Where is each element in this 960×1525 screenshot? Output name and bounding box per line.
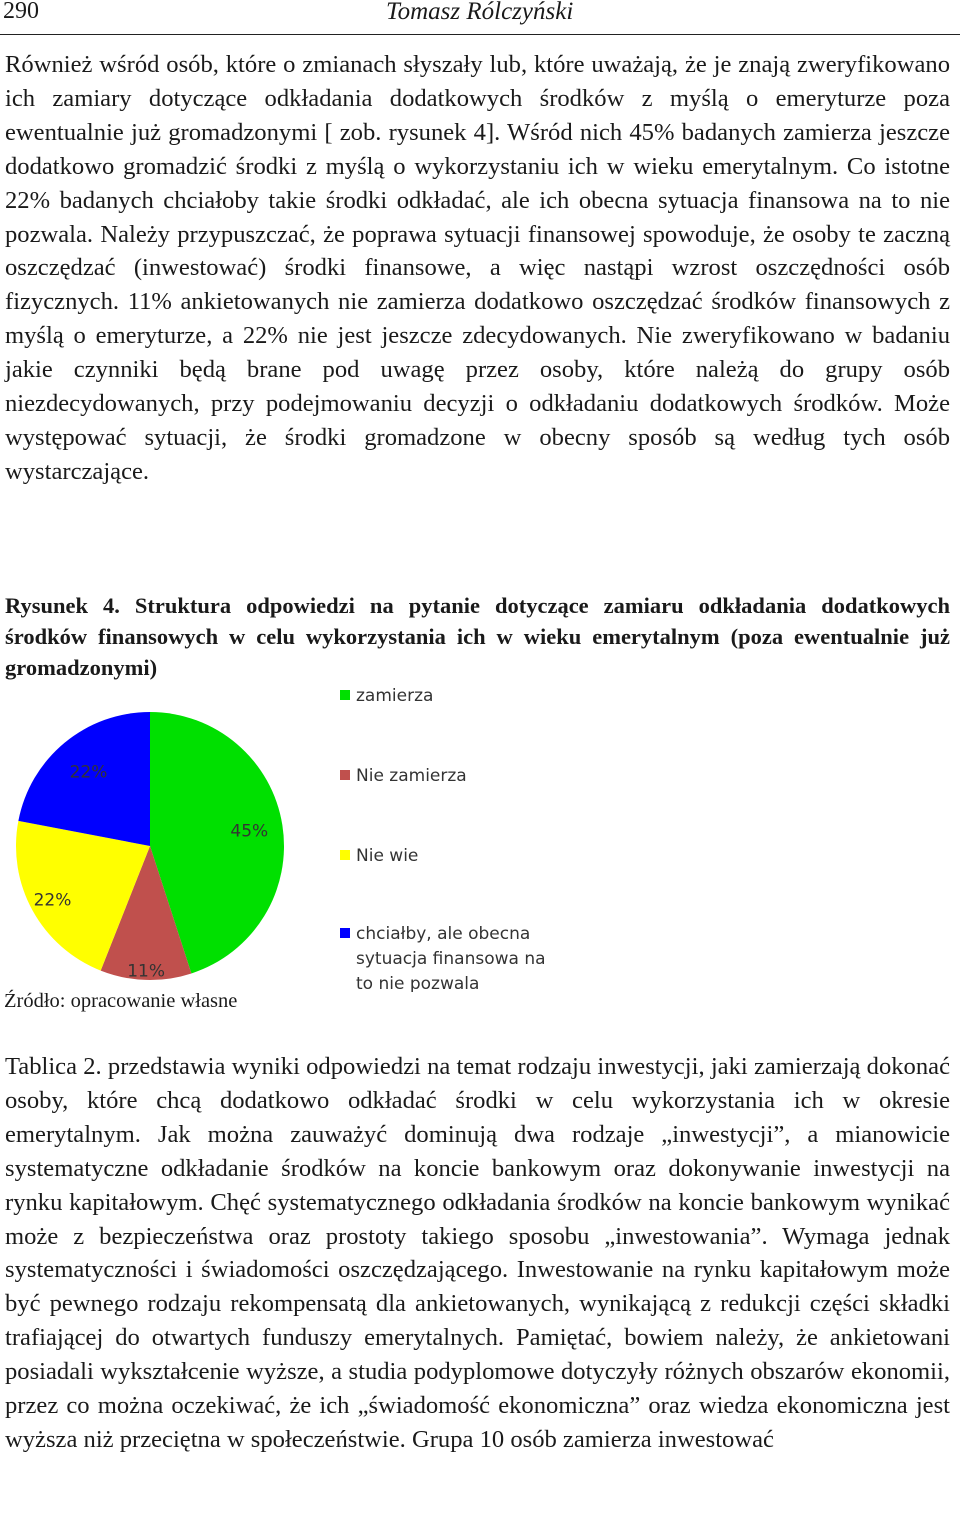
page-number: 290 — [3, 0, 39, 24]
pie-data-label-nie-zamierza: 11% — [127, 961, 165, 982]
figure-source: Źródło: opracowanie własne — [4, 990, 238, 1012]
body-paragraph-2: Tablica 2. przedstawia wyniki odpowiedzi na temat rodzaju inwestycji, jaki zamierzają dokonać osoby, które chcą dodatkowo odkładać środki w celu wykorzystania ich w okresie emerytalnym. Jak można zauważyć dominują dwa rodzaje „inwestycji”, a mianowicie systematyczne odkładanie środków na koncie bankowym oraz dokonywanie inwestycji na rynku kapitałowym. Chęć systematycznego odkładania środków na koncie bankowym wynikać może z bezpieczeństwa oraz prostoty takiego sposobu „inwestowania”. Wymaga jednak systematyczności i świadomości oszczędzającego. Inwestowanie na rynku kapitałowym może być pewnego rodzaju rekompensatą dla ankietowanych, wynikającą z redukcji części składki trafiającej do otwartych funduszy emerytalnych. Pamiętać, bowiem należy, że ankietowani posiadali wykształcenie wyższe, a studia podyplomowe dotyczyły różnych obszarów ekonomii, przez co można oczekiwać, że ich „świadomość ekonomiczna” oraz wiedza ekonomiczna jest wyższa niż przeciętna w społeczeństwie. Grupa 10 osób zamierza inwestować — [5, 1053, 950, 1453]
pie-data-label-nie-wie: 22% — [33, 890, 72, 911]
pie-legend — [340, 686, 546, 992]
legend-label-chcialby: to nie pozwala — [356, 974, 480, 992]
legend-swatch-zamierza — [340, 690, 350, 700]
running-head-author: Tomasz Rólczyński — [386, 0, 574, 25]
figure-caption — [5, 590, 950, 683]
body-paragraph-1: Również wśród osób, które o zmianach słyszały lub, które uważają, że je znają zweryfikowano ich zamiary dotyczące odkładania dodatkowych środków z myślą o emeryturze poza ewentualnie już gromadzonymi [ zob. rysunek 4]. Wśród nich 45% badanych zamierza jeszcze dodatkowo gromadzić środki z myślą o wykorzystaniu ich w wieku emerytalnym. Co istotne 22% badanych chciałoby takie środki odkładać, ale ich obecna sytuacja finansowa na to nie pozwala. Należy przypuszczać, że poprawa sytuacji finansowej spowoduje, że osoby te zaczną oszczędzać (inwestować) środki finansowe, a więc nastąpi wzrost oszczędności osób fizycznych. 11% ankietowanych nie zamierza dodatkowo oszczędzać środków finansowych z myślą o emeryturze, a 22% nie jest jeszcze zdecydowanych. Nie zweryfikowano w badaniu jakie czynniki będą brane pod uwagę przez osoby, które należą do grupy osób niezdecydowanych, przy podejmowaniu decyzji o odkładaniu dodatkowych środków. Może występować sytuacji, że środki gromadzone w obecny sposób są według tych osób wystarczające. — [5, 51, 950, 485]
legend-swatch-nie-wie — [340, 850, 350, 860]
pie-data-label-zamierza: 45% — [230, 821, 269, 842]
legend-label-chcialby: chciałby, ale obecna — [356, 924, 531, 944]
legend-label-chcialby: sytuacja finansowa na — [356, 949, 546, 969]
figure-caption-text: Struktura odpowiedzi na pytanie dotyczące zamiaru odkładania dodatkowych środków finansowych w celu wykorzystania ich w wieku emerytalnym (poza ewentualnie już gromadzonymi) — [5, 593, 950, 680]
page-header — [0, 0, 960, 35]
legend-swatch-nie-zamierza — [340, 770, 350, 780]
legend-label-zamierza: zamierza — [356, 686, 434, 706]
pie-slices — [16, 712, 284, 980]
pie-data-label-chcialby: 22% — [69, 762, 108, 783]
legend-label-nie-zamierza: Nie zamierza — [356, 766, 467, 786]
legend-swatch-chcialby — [340, 928, 350, 938]
figure-caption-label: Rysunek 4. — [5, 593, 120, 618]
pie-chart — [0, 682, 600, 992]
legend-label-nie-wie: Nie wie — [356, 846, 419, 866]
